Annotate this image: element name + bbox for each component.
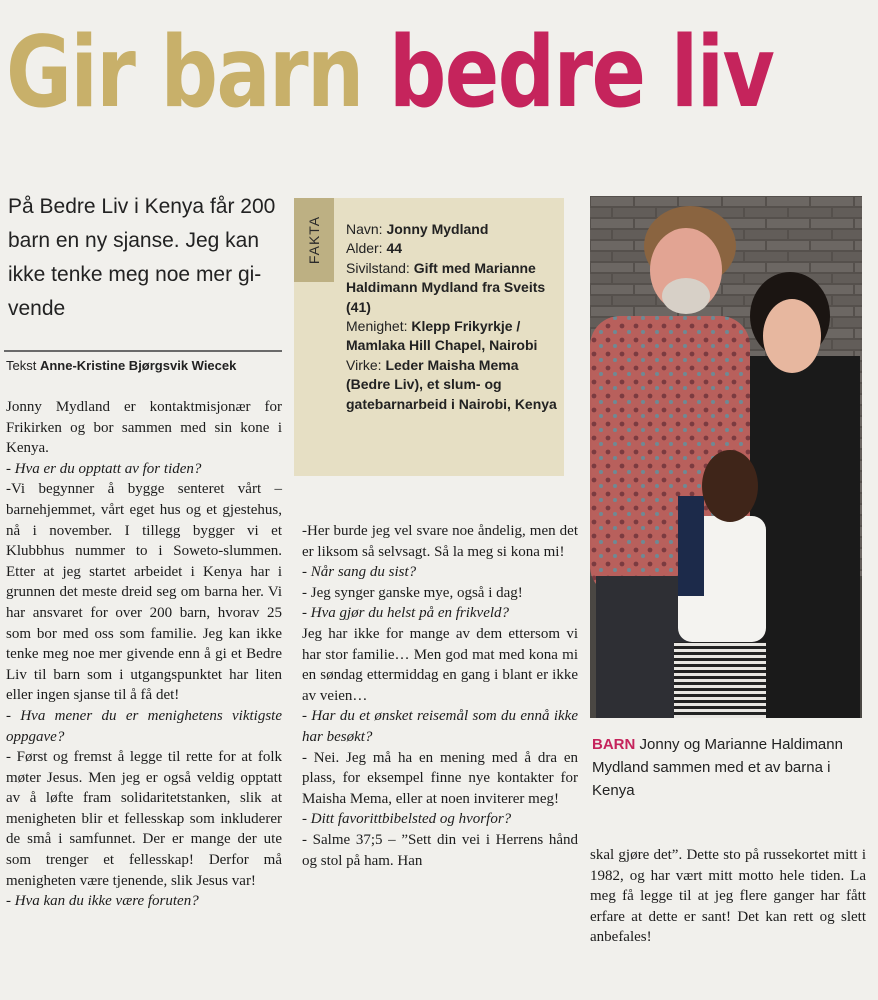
body-paragraph: - Først og fremst å legge til rette for at folk møter Jesus. Men jeg er også veldig opptatt av å løfte fram solidaritetstanken, slik at menigheten blir et fellesskap som inkluderer de små i samfunnet. Der er mange der ute som trenger et fellesskap! Derfor må menigheten være tjenende, slik Jesus var! <box>6 749 282 889</box>
fact-item <box>346 239 558 258</box>
fact-box-label: FAKTA <box>306 215 322 265</box>
byline-prefix: Tekst <box>6 358 40 373</box>
family-photo-icon <box>590 196 862 718</box>
family-photo <box>590 196 862 718</box>
fact-item <box>346 220 558 239</box>
fact-value: 44 <box>386 240 403 257</box>
body-paragraph: skal gjøre det”. Dette sto på russekortet mitt i 1982, og har vært mitt motto hele tiden. La meg få legge til at jeg flere ganger har fått erfare at dette er sant! Det kan rett og slett anbefales! <box>590 847 866 946</box>
question-paragraph: - Hva mener du er menighetens viktigste oppgave? <box>6 707 282 745</box>
article-column-2 <box>302 521 578 871</box>
fact-value: Jonny Mydland <box>386 221 489 237</box>
fact-value: Leder Maisha Mema (Bedre Liv), et slum- og gatebarnarbeid i Nairobi, Kenya <box>346 356 557 412</box>
headline-part-2: bedre liv <box>388 16 774 130</box>
question-paragraph: - Ditt favorittbibelsted og hvorfor? <box>302 811 512 828</box>
article-column-1 <box>6 397 282 912</box>
headline-part-1: Gir barn <box>6 16 389 130</box>
fact-box <box>294 198 564 476</box>
headline <box>6 18 773 128</box>
fact-box-tab <box>294 198 334 282</box>
question-paragraph: - Har du et ønsket reisemål som du ennå ikke har besøkt? <box>302 708 578 745</box>
body-paragraph: -Her burde jeg vel svare noe åndelig, men det er liksom så selvsagt. Så la meg si kona mi! <box>302 523 578 560</box>
body-paragraph: - Nei. Jeg må ha en mening med å dra en plass, for eksempel finne nye kontakter for Maisha Mema, eller at noen inviterer meg! <box>302 749 578 807</box>
photo-caption <box>592 733 872 802</box>
fact-item <box>346 317 558 356</box>
body-paragraph: - Jeg synger ganske mye, også i dag! <box>302 584 523 601</box>
fact-value: Gift med Marianne Haldimann Mydland fra Sveits (41) <box>346 259 546 315</box>
fact-value: Klepp Frikyrkje / Mamlaka Hill Chapel, Nairobi <box>346 318 538 354</box>
fact-key: Alder: <box>346 240 387 257</box>
fact-item <box>346 356 558 414</box>
question-paragraph: - Når sang du sist? <box>302 564 417 581</box>
question-paragraph: - Hva er du opptatt av for tiden? <box>6 460 202 477</box>
question-paragraph: - Hva kan du ikke være foruten? <box>6 893 199 910</box>
caption-lead: BARN <box>592 736 636 753</box>
fact-key: Menighet: <box>346 318 412 335</box>
article-column-3 <box>590 845 866 948</box>
body-paragraph: Jonny Mydland er kontaktmisjonær for Frikirken og bor sammen med sin kone i Kenya. <box>6 399 282 457</box>
byline <box>6 358 236 373</box>
body-paragraph: Jeg har ikke for mange av dem ettersom vi har stor familie… Men god mat med kona mi en søndag ettermiddag en gang i blant er ikke av veien… <box>302 625 578 704</box>
fact-item <box>346 259 558 317</box>
fact-key: Sivilstand: <box>346 259 414 276</box>
intro-text: På Bedre Liv i Kenya får 200 barn en ny sjanse. Jeg kan ikke tenke meg noe mer gi-vende <box>8 195 276 320</box>
fact-key: Navn: <box>346 221 387 237</box>
fact-key: Virke: <box>346 356 386 373</box>
body-paragraph: - Salme 37;5 – ”Sett din vei i Herrens hånd og stol på ham. Han <box>302 831 578 869</box>
question-paragraph: - Hva gjør du helst på en frikveld? <box>302 605 510 622</box>
divider <box>4 350 282 352</box>
fact-box-list <box>346 220 558 414</box>
caption-text: Jonny og Marianne Haldimann Mydland sammen med et av barna i Kenya <box>592 736 843 799</box>
byline-author: Anne-Kristine Bjørgsvik Wiecek <box>39 358 237 373</box>
body-paragraph: -Vi begynner å bygge senteret vårt – barnehjemmet, vårt eget hus og et gjestehus, nå i november. I tillegg bygger vi et Klubbhus nummer to i Soweto-slummen. Etter at jeg startet arbeidet i Kenya har i grunnen det meste dreid seg om barna her. Vi har ansvaret for over 200 barn, hvorav 25 som bor med oss som familie. Jeg kan ikke tenke meg noe mer givende enn å gi et Bedre Liv til barn som i utgangspunktet har liten eller ingen sjanse til å få det! <box>6 481 282 704</box>
